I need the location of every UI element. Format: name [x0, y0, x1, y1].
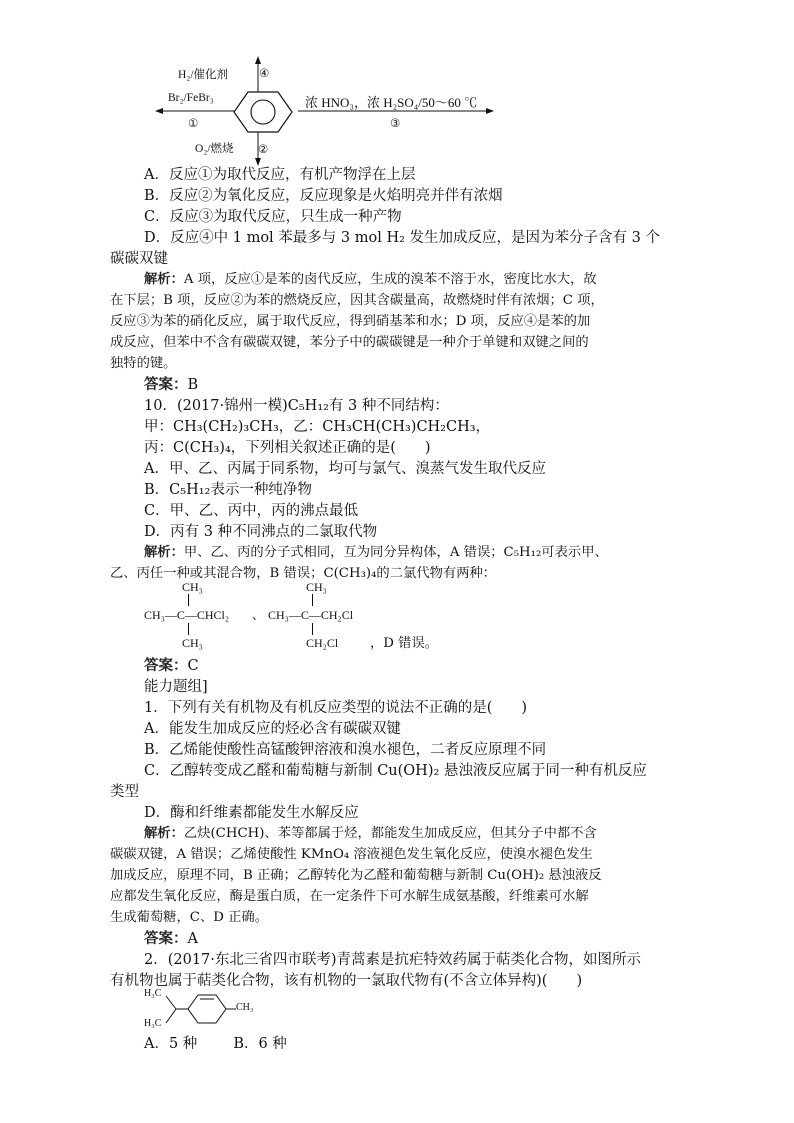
q9-analysis-line3: 反应③为苯的硝化反应，属于取代反应，得到硝基苯和水；D 项，反应④是苯的加 [110, 314, 591, 329]
p2-options [144, 1034, 287, 1054]
p2-stem-cont: 有机物也属于萜类化合物，该有机物的一氯取代物有(不含立体异构)( ) [110, 973, 583, 989]
q10-answer: 答案：C [144, 658, 199, 674]
q9-answer: 答案：B [144, 377, 199, 393]
q10-bing: 丙：C(CH₃)₄，下列相关叙述正确的是( ) [144, 440, 431, 456]
label-4: ④ [259, 68, 270, 80]
answer-label: 答案： [144, 931, 188, 947]
reagent-hno3: 浓 HNO₃，浓 H₂SO₄/50～60 ℃ [305, 95, 478, 110]
p1-option-c: C．乙醇转变成乙醛和葡萄糖与新制 Cu(OH)₂ 悬浊液反应属于同一种有机反应 [144, 763, 647, 779]
q10-analysis-line2: 乙、丙任一种或其混合物，B 错误；C(CH₃)₄的二氯代物有两种： [110, 566, 497, 581]
q9-option-d-cont: 碳碳双键 [110, 251, 168, 267]
benzene-ring-icon [232, 90, 294, 134]
p2-option-a: A．5 种 [144, 1036, 198, 1052]
cyclohexene-ring-icon [160, 990, 240, 1030]
q9-option-a: A．反应①为取代反应，有机产物浮在上层 [144, 167, 416, 183]
formula-separator: 、 [252, 608, 265, 622]
p1-analysis-line4: 应都发生氧化反应，酶是蛋白质，在一定条件下可水解生成氨基酸，纤维素可水解 [110, 889, 589, 904]
p1-option-b: B．乙烯能使酸性高锰酸钾溶液和溴水褪色，二者反应原理不同 [144, 742, 547, 758]
p1-analysis-line3: 加成反应，原理不同，B 正确；乙醇转化为乙醛和葡萄糖与新制 Cu(OH)₂ 悬浊液反 [110, 868, 602, 883]
p1-analysis-line5: 生成葡萄糖，C、D 正确。 [110, 910, 269, 925]
answer-label: 答案： [144, 658, 188, 674]
arrow-left-icon [155, 106, 235, 116]
q9-option-b: B．反应②为氧化反应，反应现象是火焰明亮并伴有浓烟 [144, 188, 503, 204]
q9-analysis-line4: 成反应，但苯中不含有碳碳双键，苯分子中的碳碳键是一种介于单键和双键之间的 [110, 335, 589, 350]
q9-analysis-line1: 解析：A 项，反应①是苯的卤代反应，生成的溴苯不溶于水，密度比水大，故 [144, 272, 597, 287]
p1-option-d: D．酶和纤维素都能发生水解反应 [144, 805, 359, 821]
label-1: ① [188, 118, 199, 130]
q9-analysis-line5: 独特的键。 [110, 356, 177, 371]
p1-answer: 答案：A [144, 931, 198, 947]
q9-option-d: D．反应④中 1 mol 苯最多与 3 mol H₂ 发生加成反应，是因为苯分子含有 3 个 [144, 230, 660, 246]
label-3: ③ [390, 118, 401, 130]
reagent-h2: H₂/催化剂 [178, 69, 229, 81]
p2-option-b: B．6 种 [233, 1036, 287, 1052]
q9-analysis-line2: 在下层；B 项，反应②为苯的燃烧反应，因其含碳量高，故燃烧时伴有浓烟；C 项， [110, 293, 604, 308]
q9-option-c: C．反应③为取代反应，只生成一种产物 [144, 209, 402, 225]
q10-option-a: A．甲、乙、丙属于同系物，均可与氯气、溴蒸气发生取代反应 [144, 461, 546, 477]
p1-analysis-line1: 解析：乙炔(CHCH)、苯等都属于烃，都能发生加成反应，但其分子中都不含 [144, 826, 597, 841]
q10-jia: 甲：CH₃(CH₂)₃CH₃，乙：CH₃CH(CH₃)CH₂CH₃， [144, 419, 491, 435]
analysis-label: 解析： [144, 272, 184, 287]
p1-option-c-cont: 类型 [110, 784, 139, 800]
label-2: ② [258, 144, 269, 156]
section-heading: 能力题组] [144, 679, 208, 695]
q10-option-b: B．C₅H₁₂表示一种纯净物 [144, 482, 312, 498]
q10-analysis-line1: 解析：甲、乙、丙的分子式相同，互为同分异构体，A 错误；C₅H₁₂可表示甲、 [144, 545, 608, 560]
analysis-label: 解析： [144, 545, 184, 560]
analysis-label: 解析： [144, 826, 184, 841]
p1-analysis-line2: 碳碳双键，A 错误；乙烯使酸性 KMnO₄ 溶液褪色发生氧化反应，使溴水褪色发生 [110, 847, 593, 862]
reagent-br2: Br₂/FeBr₃ [168, 92, 214, 104]
p2-stem: 2．(2017·东北三省四市联考)青蒿素是抗疟特效药属于萜类化合物，如图所示 [144, 952, 642, 968]
q10-option-c: C．甲、乙、丙中，丙的沸点最低 [144, 503, 359, 519]
q10-option-d: D．丙有 3 种不同沸点的二氯取代物 [144, 524, 378, 540]
p1-stem: 1．下列有关有机物及有机反应类型的说法不正确的是( ) [144, 700, 528, 716]
q10-stem: 10．(2017·锦州一模)C₅H₁₂有 3 种不同结构： [144, 398, 449, 414]
reagent-o2: O₂/燃烧 [195, 143, 234, 155]
answer-label: 答案： [144, 377, 188, 393]
q10-analysis-end: ，D 错误。 [370, 636, 439, 651]
p1-option-a: A．能发生加成反应的烃必含有碳碳双键 [144, 721, 401, 737]
